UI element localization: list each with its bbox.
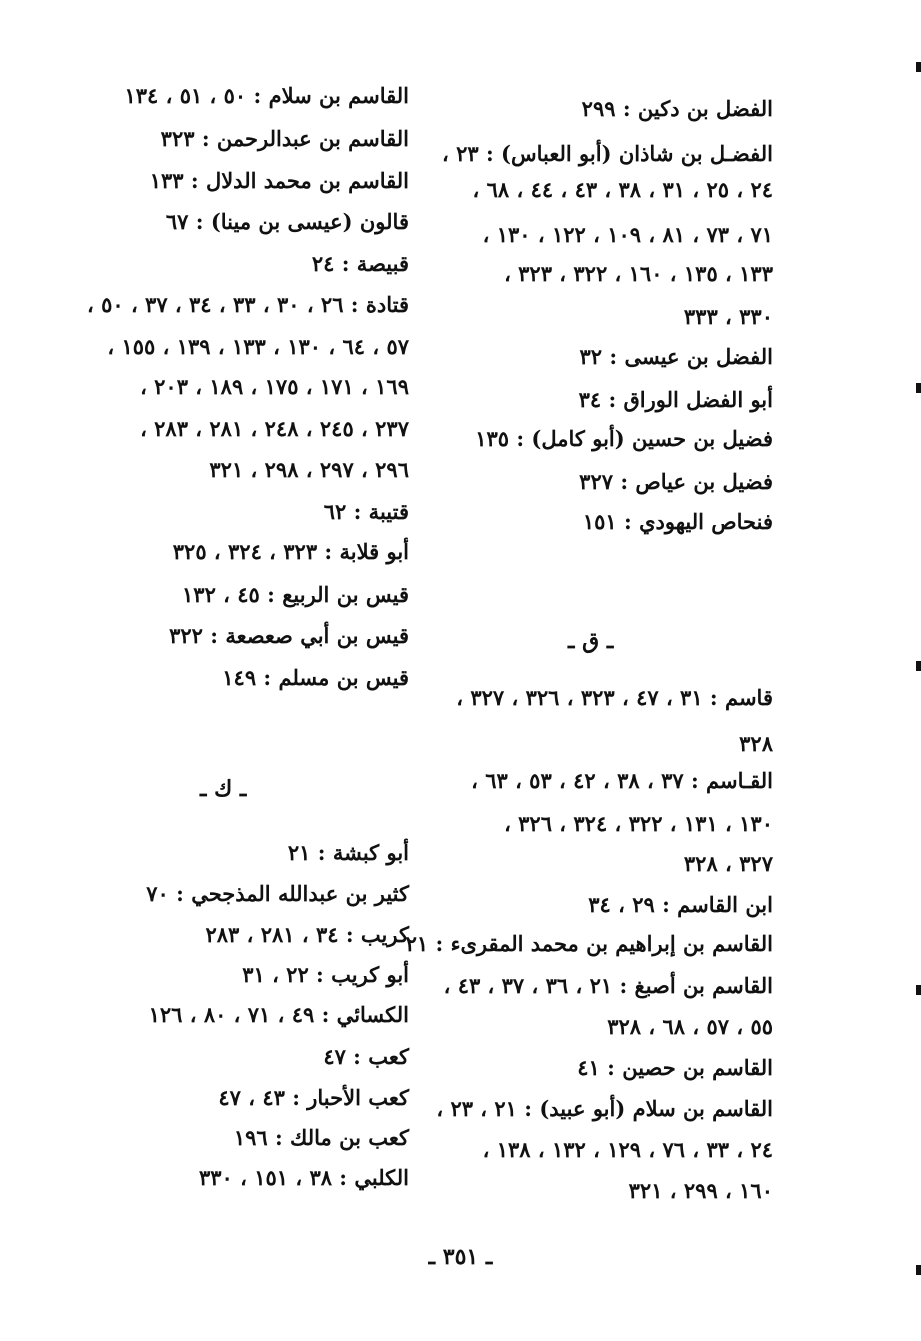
index-entry: القاسم بن أصبغ : ٢١ ، ٣٦ ، ٣٧ ، ٤٣ ، [443,973,773,998]
index-entry-continuation: ٢٣٧ ، ٢٤٥ ، ٢٤٨ ، ٢٨١ ، ٢٨٣ ، [140,416,409,441]
index-entry: قالون (عيسى بن مينا) : ٦٧ [165,209,409,234]
index-entry: فضيل بن حسين (أبو كامل) : ١٣٥ [475,426,773,451]
index-entry-continuation: ٣٢٨ [739,731,773,756]
index-entry: القاسم بن سلام : ٥٠ ، ٥١ ، ١٣٤ [124,83,409,108]
index-entry-continuation: ١٦٩ ، ١٧١ ، ١٧٥ ، ١٨٩ ، ٢٠٣ ، [140,374,409,399]
index-entry-continuation: ٢٤ ، ٢٥ ، ٣١ ، ٣٨ ، ٤٣ ، ٤٤ ، ٦٨ ، [472,177,773,202]
index-entry-continuation: ١٣٠ ، ١٣١ ، ٣٢٢ ، ٣٢٤ ، ٣٢٦ ، [504,811,773,836]
index-entry-continuation: ٧١ ، ٧٣ ، ٨١ ، ١٠٩ ، ١٢٢ ، ١٣٠ ، [482,222,773,247]
index-entry: أبو كريب : ٢٢ ، ٣١ [242,962,409,987]
index-entry: قتادة : ٢٦ ، ٣٠ ، ٣٣ ، ٣٤ ، ٣٧ ، ٥٠ ، [86,292,409,317]
section-header-qaf: ـ ق ـ [568,628,614,654]
index-entry: قيس بن مسلم : ١٤٩ [222,665,409,690]
index-entry: قيس بن أبي صعصعة : ٣٢٢ [169,623,409,648]
scan-edge-mark [916,1265,921,1275]
index-entry: القاسم بن حصين : ٤١ [577,1055,773,1080]
index-entry: أبو كبشة : ٢١ [287,840,409,865]
index-entry: الفضل بن عيسى : ٣٢ [579,344,773,369]
index-entry: قبيصة : ٢٤ [311,251,409,276]
index-entry: القاسم بن إبراهيم بن محمد المقرىء : ٢١ [405,931,773,956]
index-entry-continuation: ٥٧ ، ٦٤ ، ١٣٠ ، ١٣٣ ، ١٣٩ ، ١٥٥ ، [107,334,409,359]
scan-edge-mark [916,62,921,72]
index-entry: فنحاص اليهودي : ١٥١ [582,509,773,534]
index-entry-continuation: ٣٣٠ ، ٣٣٣ [683,304,773,329]
index-entry: القاسم بن سلام (أبو عبيد) : ٢١ ، ٢٣ ، [436,1096,773,1121]
scan-edge-mark [916,985,921,995]
index-entry-continuation: ٥٥ ، ٥٧ ، ٦٨ ، ٣٢٨ [607,1014,773,1039]
index-entry: كعب بن مالك : ١٩٦ [233,1125,409,1150]
index-entry: كثير بن عبدالله المذجحي : ٧٠ [146,881,409,906]
index-entry-continuation: ٢٤ ، ٣٣ ، ٧٦ ، ١٢٩ ، ١٣٢ ، ١٣٨ ، [482,1137,773,1162]
index-entry: كعب الأحبار : ٤٣ ، ٤٧ [218,1085,409,1110]
page-number: ـ ٣٥١ ـ [428,1244,493,1270]
index-entry-continuation: ٢٩٦ ، ٢٩٧ ، ٢٩٨ ، ٣٢١ [209,457,409,482]
index-entry: أبو قلابة : ٣٢٣ ، ٣٢٤ ، ٣٢٥ [172,539,409,564]
scan-edge-mark [916,383,921,393]
index-entry: ابن القاسم : ٢٩ ، ٣٤ [588,892,773,917]
index-entry-continuation: ٣٢٧ ، ٣٢٨ [683,851,773,876]
index-entry: قيس بن الربيع : ٤٥ ، ١٣٢ [182,582,409,607]
index-entry: القاسم بن عبدالرحمن : ٣٢٣ [160,126,409,151]
index-entry: الفضل بن دكين : ٢٩٩ [581,96,773,121]
index-entry: القاسم بن محمد الدلال : ١٣٣ [149,168,409,193]
index-entry: قتيبة : ٦٢ [323,499,409,524]
index-entry: الكلبي : ٣٨ ، ١٥١ ، ٣٣٠ [198,1165,409,1190]
index-entry: الكسائي : ٤٩ ، ٧١ ، ٨٠ ، ١٢٦ [148,1002,409,1027]
index-entry: القـاسم : ٣٧ ، ٣٨ ، ٤٢ ، ٥٣ ، ٦٣ ، [471,768,773,793]
index-entry-continuation: ١٣٣ ، ١٣٥ ، ١٦٠ ، ٣٢٢ ، ٣٢٣ ، [504,261,773,286]
index-entry: فضيل بن عياص : ٣٢٧ [579,469,773,494]
scan-edge-mark [916,661,921,671]
index-entry: كعب : ٤٧ [323,1044,409,1069]
section-header-kaf: ـ ك ـ [200,776,247,802]
index-entry: كريب : ٣٤ ، ٢٨١ ، ٢٨٣ [205,922,409,947]
index-entry-continuation: ١٦٠ ، ٢٩٩ ، ٣٢١ [628,1178,773,1203]
index-entry: أبو الفضل الوراق : ٣٤ [578,387,773,412]
index-entry: الفضـل بن شاذان (أبو العباس) : ٢٣ ، [442,141,773,166]
index-entry: قاسم : ٣١ ، ٤٧ ، ٣٢٣ ، ٣٢٦ ، ٣٢٧ ، [456,685,773,710]
